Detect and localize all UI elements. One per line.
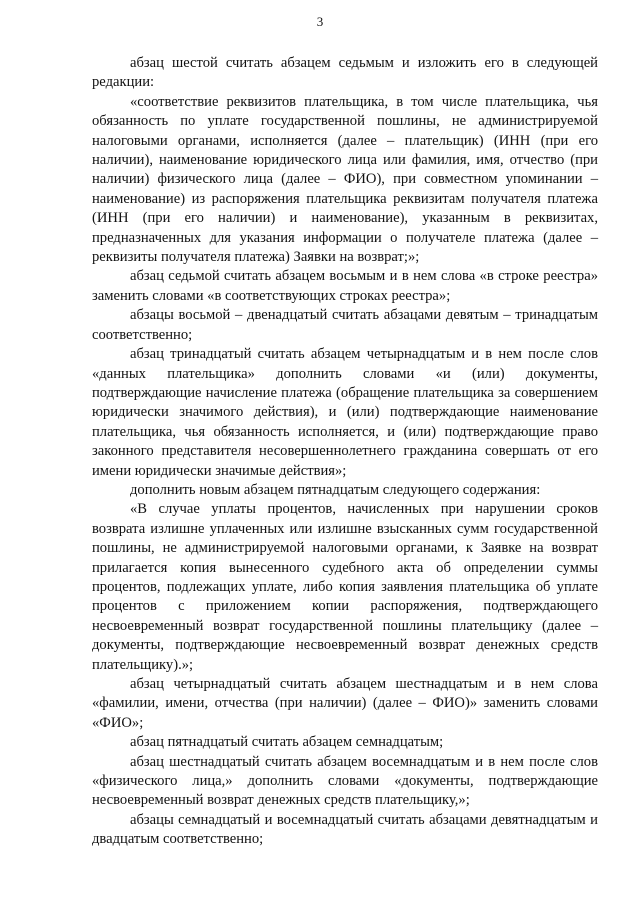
paragraph: абзац шестой считать абзацем седьмым и изложить его в следующей редакции: (92, 55, 598, 91)
paragraph: абзац пятнадцатый считать абзацем семнадцатым; (130, 734, 444, 751)
paragraph: абзацы семнадцатый и восемнадцатый считать абзацами девятнадцатым и двадцатым соответственно; (92, 811, 598, 848)
paragraph: «соответствие реквизитов плательщика, в том числе плательщика, чья обязанность по уплате государственной пошлины, не администрируемой налоговыми органами, исполняется (далее – плательщик) (ИНН (при его наличии), наименование юридического лица или фамилия, имя, отчество (при наличии) физического лица (далее – ФИО), при совместном упоминании – наименование) из распоряжения плательщика реквизитам получателя платежа (ИНН (при его наличии) и наименование), указанным в реквизитах, предназначенных для указания информации о получателе платежа (далее – реквизиты получателя платежа) Заявки на возврат;»; (92, 93, 598, 266)
document-body (92, 54, 598, 850)
paragraph: абзац четырнадцатый считать абзацем шестнадцатым и в нем слова «фамилии, имени, отчества (при наличии) (далее – ФИО)» заменить словами «ФИО»; (92, 676, 598, 731)
paragraph: абзац шестнадцатый считать абзацем восемнадцатым и в нем после слов «физического лица,» дополнить словами «документы, подтверждающие несвоевременный возврат денежных средств плательщику,»; (92, 753, 598, 809)
paragraph: дополнить новым абзацем пятнадцатым следующего содержания: (130, 481, 541, 498)
paragraph: «В случае уплаты процентов, начисленных при нарушении сроков возврата излишне уплаченных или излишне взысканных сумм государственной пошлины, не администрируемой налоговыми органами, к Заявке на возврат прилагается копия вынесенного судебного акта об определении суммы процентов, подлежащих уплате, либо копия заявления плательщика об уплате процентов с приложением копии распоряжения, подтверждающего несвоевременный возврат государственной пошлины плательщику (далее – документы, подтверждающие несвоевременный возврат денежных средств плательщику).»; (92, 501, 598, 673)
paragraph: абзац седьмой считать абзацем восьмым и в нем слова «в строке реестра» заменить словами «в соответствующих строках реестра»; (92, 268, 598, 304)
page-number: 3 (316, 14, 324, 29)
paragraph: абзац тринадцатый считать абзацем четырнадцатым и в нем после слов «данных плательщика» дополнить словами «и (или) документы, подтверждающие начисление платежа (обращение плательщика за совершением юридически значимого действия), и (или) подтверждающие наименование плательщика, чья обязанность исполняется, и (или) подтверждающие право законного представителя несовершеннолетнего гражданина совершать от его имени юридически значимые действия»; (92, 346, 598, 479)
paragraph: абзацы восьмой – двенадцатый считать абзацами девятым – тринадцатым соответственно; (92, 307, 598, 343)
